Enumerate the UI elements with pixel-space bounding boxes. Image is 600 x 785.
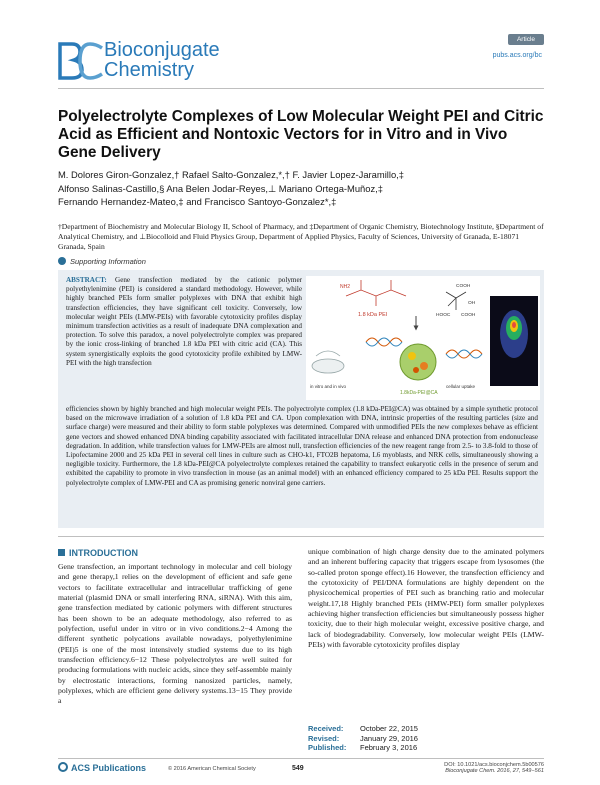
section-divider	[58, 536, 544, 537]
introduction-heading	[58, 548, 138, 558]
author-line: Alfonso Salinas-Castillo,§ Ana Belen Jodar-Reyes,⊥ Mariano Ortega-Muñoz,‡	[58, 182, 383, 194]
oh-label: OH	[468, 301, 476, 306]
abstract-heading: ABSTRACT:	[66, 276, 107, 284]
journal-name	[104, 40, 220, 80]
toc-caption-center: 1.8kDa-PEI@CA	[400, 390, 438, 396]
citation-text: Bioconjugate Chem. 2016, 27, 549−561	[445, 768, 544, 774]
abstract-box	[58, 270, 544, 528]
intro-right-column: unique combination of high charge density due to the aminated polymers and an inherent buffering capacity that triggers escape from lysosomes (the so-called proton sponge effect).16 However, the transfection efficiency and the cytotoxicity of PEI/DNA formulations are highly dependent on the physicochemical properties of PEI such as branching ratio and molecular weight.17,18 Highly branched PEIs (HMW-PEI) form smaller polyplexes achieving higher transfection efficiencies but simultaneously possess higher toxicity, due to their high molecular weight, excessive positive charge, and lack of biodegradability. Conversely, low molecular weight PEIs (LMW-PEIs) with favorable cytotoxicity profiles display	[308, 547, 544, 650]
cooh-label: COOH	[456, 284, 471, 289]
section-marker-icon	[58, 549, 65, 556]
introduction-heading-label: INTRODUCTION	[69, 548, 138, 558]
supporting-info-link[interactable]	[58, 257, 146, 266]
journal-logo-icon	[58, 42, 104, 80]
nh2-label: NH2	[340, 284, 351, 290]
supporting-info-label: Supporting Information	[70, 257, 146, 266]
revised-label: Revised:	[308, 733, 340, 743]
received-label: Received:	[308, 724, 344, 733]
hooc-label: HOOC	[436, 313, 451, 318]
author-list	[58, 168, 544, 209]
toc-graphic	[306, 276, 540, 400]
intro-left-column: Gene transfection, an important technology in molecular and cell biology and gene therapy,1 relies on the development of efficient and safe gene vectors to facilitate extracellular and intracellular trafficking of gene material (plasmid DNA or small interfering RNA, siRNA). With this aim, gene transfection mediated by cationic polymers with different structures has been shown to be an adequate methodology, also referred to as polyfection, useful under in vitro or in vivo conditions.2−4 Among the different synthetic polycations available nowadays, polyethylenimine (PEI)5 is one of the most intensively studied systems due to its high transfection efficiency.6−12 These polyelectrolytes are well suited for producing formulations with nucleic acids, since they self-assemble mainly by electrostatic interactions, forming nanosized particles, namely, polyplexes, which are efficient gene delivery systems.13−15 They provide a	[58, 562, 292, 706]
received-date: October 22, 2015	[360, 724, 418, 733]
footer-divider	[58, 758, 544, 759]
acs-logo-icon	[58, 762, 68, 772]
author-line: M. Dolores Giron-Gonzalez,† Rafael Salto-Gonzalez,*,† F. Javier Lopez-Jaramillo,‡	[58, 169, 404, 180]
toc-caption-right: cellular uptake	[446, 384, 476, 389]
article-dates	[308, 724, 418, 753]
journal-name-line2: Chemistry	[104, 59, 195, 81]
journal-url-link[interactable]: pubs.acs.org/bc	[492, 52, 542, 59]
header-divider	[58, 88, 544, 89]
abstract-body: Gene transfection mediated by the cationic polymer polyethylenimine (PEI) is considered a standard methodology. However, while highly branched PEIs form smaller polyplexes with DNA that exhibit high transfection efficiencies, they have significant cell toxicity. Conversely, low molecular weight PEIs (LMW-PEIs) with favorable cytotoxicity profiles display minimum transfection activities as a result of inadequate DNA complexation and protection. To solve this paradox, a novel polyelectrolyte complex was prepared by the ionic cross-linking of branched 1.8 kDa PEI with citric acid (CA). This system synergistically exploits the good cytotoxicity profile exhibited by LMW-PEI with the high transfection	[66, 276, 302, 367]
journal-name-line1: Bioconjugate	[104, 39, 220, 61]
abstract-text-part2: efficiencies shown by highly branched and high molecular weight PEIs. The polyectrolyte complex (1.8 kDa-PEI@CA) was obtained by a simple synthetic protocol based on the microwave irradiation of a solution of 1.8 kDa PEI and CA. Upon complexation with DNA, intrinsic properties of the resulting particles (size and surface charge) were measured and their ability to form stable polyplexes was determined. Compared with unmodified PEIs the new complexes behave as efficient gene vectors and showed enhanced DNA binding capability associated with facilitated intracellular DNA release and enhanced DNA protection from endonuclease degradation. In addition, while transfection values for LMW-PEIs are almost null, transfection efficiencies of the new reagent range from 2.5- to 3.8-fold to those of Lipofectamine 2000 and 25 kDa PEI in several cell lines in culture such as CHO-k1, FTO2B hepatoma, L6 myoblasts, and NRK cells, simultaneously showing a negligible toxicity. Furthermore, the 1.8 kDa-PEI@CA polyelectrolyte complexes retained the capability to transfect eukaryotic cells in the presence of serum and exhibited the capability to promote in vivo transfection in mouse (as an animal model) with an enhanced efficiency compared to 25 kDa PEI. Results support the polyelectrolyte complex of LMW-PEI and CA as promising generic nonviral gene carriers.	[66, 405, 538, 487]
revised-date: January 29, 2016	[360, 733, 418, 743]
publisher-name: ACS Publications	[71, 763, 147, 773]
article-title: Polyelectrolyte Complexes of Low Molecular Weight PEI and Citric Acid as Efficient and Nontoxic Vectors for in Vitro and in Vivo Gene Delivery	[58, 108, 544, 161]
supporting-info-icon	[58, 257, 66, 265]
page-number: 549	[292, 765, 304, 772]
acs-publications-logo	[58, 762, 146, 773]
author-line: Fernando Hernandez-Mateo,‡ and Francisco Santoyo-Gonzalez*,‡	[58, 196, 337, 207]
polyplex-particle-icon	[400, 344, 436, 380]
doi-text: DOI: 10.1021/acs.bioconjchem.5b00576	[444, 762, 544, 768]
cell-culture-icon	[312, 359, 344, 373]
affiliations: †Department of Biochemistry and Molecular Biology II, School of Pharmacy, and ‡Department of Organic Chemistry, Biotechnology Institute, §Department of Analytical Chemistry, and ⊥Biocolloid and Fluid Physics Group, Department of Applied Physics, Faculty of Sciences, University of Granada, E-18071 Granada, Spain	[58, 222, 544, 251]
copyright-notice: © 2016 American Chemical Society	[168, 766, 256, 772]
doi-link[interactable]	[434, 762, 544, 774]
pei-label: 1.8 kDa PEI	[358, 312, 388, 318]
abstract-text-part1	[66, 276, 302, 368]
published-date: February 3, 2016	[360, 743, 418, 752]
toc-caption-left: in vitro and in vivo	[310, 384, 347, 389]
article-type-badge: Article	[508, 34, 544, 45]
published-label: Published:	[308, 743, 347, 752]
cooh-label: COOH	[461, 313, 476, 318]
